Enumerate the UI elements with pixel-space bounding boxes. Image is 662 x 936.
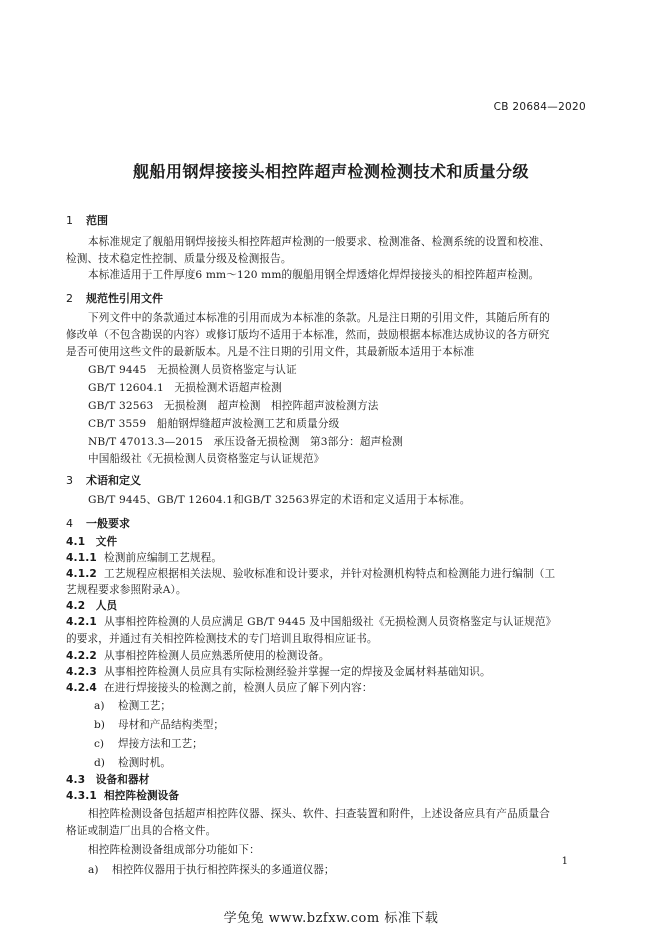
section-4-heading	[66, 515, 130, 531]
section-2-heading	[66, 290, 163, 306]
clause-number: 4.2	[66, 600, 86, 612]
section-1-heading	[66, 212, 108, 228]
section-number: 1	[66, 214, 73, 227]
page-number: 1	[561, 856, 568, 867]
list-text: 相控阵仪器用于执行相控阵探头的多通道仪器；	[112, 864, 335, 876]
clause-number: 4.1.1	[66, 552, 97, 564]
clause-text-continued: 的要求，并通过有关相控阵检测技术的专门培训且取得相应证书。	[66, 633, 378, 645]
clause-number: 4.1	[66, 536, 86, 548]
section-number: 3	[66, 474, 73, 487]
paragraph-line: 修改单（不包含勘误的内容）或修订版均不适用于本标准，然而，鼓励根据本标准达成协议的各方研究	[66, 329, 550, 341]
clause-number: 4.2.1	[66, 616, 97, 628]
reference-item: CB/T 3559 船舶钢焊缝超声波检测工艺和质量分级	[88, 418, 340, 430]
section-title: 术语和定义	[86, 474, 141, 487]
list-marker: a)	[88, 864, 99, 876]
list-marker: a)	[94, 700, 105, 712]
reference-item: NB/T 47013.3—2015 承压设备无损检测 第3部分：超声检测	[88, 436, 403, 448]
list-text: 检测工艺；	[118, 700, 171, 712]
paragraph-line: 相控阵检测设备组成部分功能如下：	[88, 844, 260, 856]
clause-4-2-3	[66, 664, 491, 679]
reference-item: GB/T 9445 无损检测人员资格鉴定与认证	[88, 364, 297, 376]
clause-4-2-1	[66, 614, 556, 629]
clause-text: 检测前应编制工艺规程。	[103, 552, 223, 564]
clause-4-3	[66, 772, 150, 787]
clause-number: 4.2.4	[66, 682, 97, 694]
clause-4-2-4	[66, 680, 373, 695]
paragraph-line: 下列文件中的条款通过本标准的引用而成为本标准的条款。凡是注日期的引用文件，其随后所有的	[88, 312, 550, 324]
clause-text: 工艺规程应根据相关法规、验收标准和设计要求，并针对检测机构特点和检测能力进行编制（工	[103, 568, 556, 580]
clause-4-1	[66, 534, 117, 549]
paragraph-line: 本标准规定了舰船用钢焊接接头相控阵超声检测的一般要求、检测准备、检测系统的设置和校准、	[88, 236, 550, 248]
list-marker: d)	[94, 757, 105, 769]
clause-text-continued: 艺规程要求参照附录A）。	[66, 584, 187, 596]
document-title: 舰船用钢焊接接头相控阵超声检测检测技术和质量分级	[132, 162, 529, 181]
reference-item: GB/T 12604.1 无损检测术语超声检测	[88, 382, 282, 394]
clause-number: 4.3	[66, 774, 86, 786]
clause-text: 从事相控阵检测人员应熟悉所使用的检测设备。	[103, 650, 330, 662]
clause-title: 人员	[95, 600, 118, 612]
clause-text: 从事相控阵检测的人员应满足 GB/T 9445 及中国船级社《无损检测人员资格鉴定与认证规范》	[103, 616, 557, 628]
clause-4-2-2	[66, 648, 330, 663]
paragraph-line: 本标准适用于工件厚度6 mm～120 mm的舰船用钢全焊透熔化焊焊接接头的相控阵超声检测。	[88, 269, 540, 281]
clause-title: 文件	[95, 536, 118, 548]
paragraph-line: 相控阵检测设备包括超声相控阵仪器、探头、软件、扫查装置和附件，上述设备应具有产品质量合	[88, 808, 550, 820]
clause-number: 4.2.3	[66, 666, 97, 678]
list-item	[94, 698, 171, 713]
reference-item: GB/T 32563 无损检测 超声检测 相控阵超声波检测方法	[88, 400, 379, 412]
clause-text: 在进行焊接接头的检测之前，检测人员应了解下列内容：	[103, 682, 373, 694]
clause-title: 设备和器材	[95, 774, 150, 786]
clause-number: 4.3.1	[66, 790, 97, 802]
list-item	[94, 755, 171, 770]
paragraph-line: 格证或制造厂出具的合格文件。	[66, 825, 217, 837]
list-item	[88, 862, 334, 877]
paragraph-line: 是否可使用这些文件的最新版本。凡是不注日期的引用文件，其最新版本适用于本标准	[66, 346, 475, 358]
clause-number: 4.2.2	[66, 650, 97, 662]
standard-number: CB 20684—2020	[493, 101, 586, 113]
clause-text: 从事相控阵检测人员应具有实际检测经验并掌握一定的焊接及金属材料基础知识。	[103, 666, 491, 678]
list-text: 母材和产品结构类型；	[118, 719, 224, 731]
clause-4-1-1	[66, 550, 222, 565]
paragraph-line: GB/T 9445、GB/T 12604.1和GB/T 32563界定的术语和定义适用于本标准。	[88, 494, 471, 506]
list-marker: b)	[94, 719, 105, 731]
list-item	[94, 736, 203, 751]
footer-watermark: 学兔兔 www.bzfxw.com 标准下载	[223, 911, 439, 926]
section-number: 2	[66, 292, 73, 305]
section-number: 4	[66, 517, 73, 530]
clause-4-3-1	[66, 788, 179, 803]
clause-title: 相控阵检测设备	[103, 790, 180, 802]
paragraph-line: 检测、技术稳定性控制、质量分级及检测报告。	[66, 253, 292, 265]
reference-item: 中国船级社《无损检测人员资格鉴定与认证规范》	[88, 453, 325, 465]
section-title: 一般要求	[86, 517, 130, 530]
section-title: 规范性引用文件	[86, 292, 163, 305]
list-text: 检测时机。	[118, 757, 171, 769]
clause-4-2	[66, 598, 117, 613]
clause-4-1-2	[66, 566, 555, 581]
section-title: 范围	[86, 214, 108, 227]
clause-number: 4.1.2	[66, 568, 97, 580]
list-text: 焊接方法和工艺；	[118, 738, 203, 750]
section-3-heading	[66, 472, 141, 488]
list-item	[94, 717, 224, 732]
list-marker: c)	[94, 738, 105, 750]
